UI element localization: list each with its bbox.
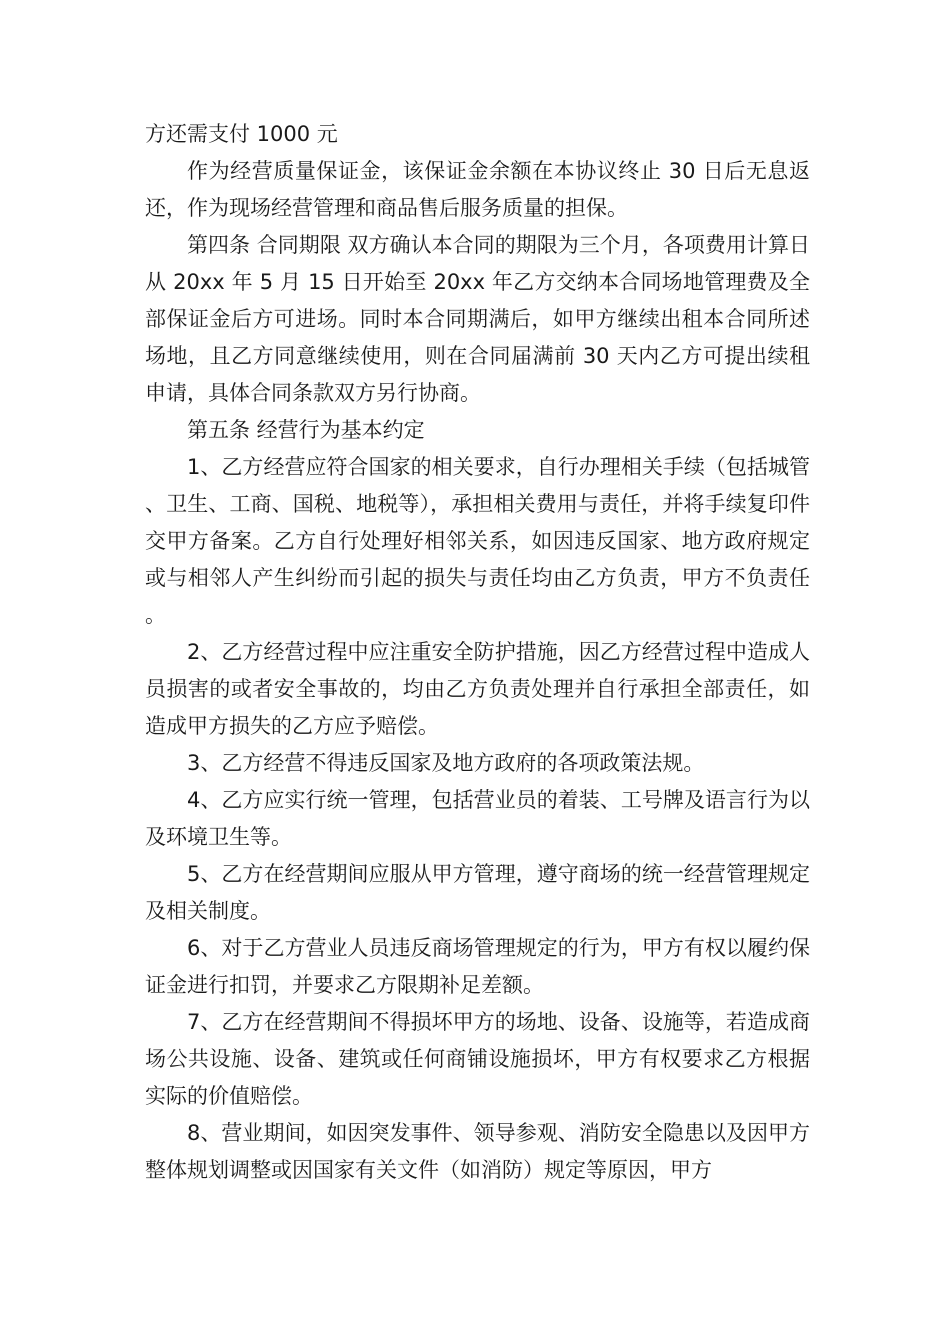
paragraph-continuation: 方还需支付 1000 元 bbox=[145, 122, 338, 146]
paragraph-item-2: 2、乙方经营过程中应注重安全防护措施，因乙方经营过程中造成人员损害的或者安全事故的，均由乙方负责处理并自行承担全部责任，如造成甲方损失的乙方应予赔偿。 bbox=[145, 640, 810, 738]
heading-article-5: 第五条 经营行为基本约定 bbox=[187, 418, 425, 442]
paragraph-article-4: 第四条 合同期限 双方确认本合同的期限为三个月，各项费用计算日从 20xx 年 5 月 15 日开始至 20xx 年乙方交纳本合同场地管理费及全部保证金后方可进场。同时本合同期满后，如甲方继续出租本合同所述场地，且乙方同意继续使用，则在合同届满前 30 天内乙方可提出续租申请，具体合同条款双方另行协商。 bbox=[145, 233, 810, 405]
paragraph-item-8: 8、营业期间，如因突发事件、领导参观、消防安全隐患以及因甲方整体规划调整或因国家有关文件（如消防）规定等原因，甲方 bbox=[145, 1121, 810, 1182]
paragraph-item-1: 1、乙方经营应符合国家的相关要求，自行办理相关手续（包括城管、卫生、工商、国税、地税等），承担相关费用与责任，并将手续复印件交甲方备案。乙方自行处理好相邻关系，如因违反国家、地方政府规定或与相邻人产生纠纷而引起的损失与责任均由乙方负责，甲方不负责任。 bbox=[145, 455, 810, 627]
paragraph-item-6: 6、对于乙方营业人员违反商场管理规定的行为，甲方有权以履约保证金进行扣罚，并要求乙方限期补足差额。 bbox=[145, 936, 810, 997]
paragraph-deposit: 作为经营质量保证金，该保证金余额在本协议终止 30 日后无息返还，作为现场经营管理和商品售后服务质量的担保。 bbox=[145, 159, 810, 220]
paragraph-item-4: 4、乙方应实行统一管理，包括营业员的着装、工号牌及语言行为以及环境卫生等。 bbox=[145, 788, 810, 849]
document-page bbox=[145, 116, 810, 1189]
paragraph-item-5: 5、乙方在经营期间应服从甲方管理，遵守商场的统一经营管理规定及相关制度。 bbox=[145, 862, 810, 923]
paragraph-item-7: 7、乙方在经营期间不得损坏甲方的场地、设备、设施等，若造成商场公共设施、设备、建筑或任何商铺设施损坏，甲方有权要求乙方根据实际的价值赔偿。 bbox=[145, 1010, 810, 1108]
paragraph-item-3: 3、乙方经营不得违反国家及地方政府的各项政策法规。 bbox=[187, 751, 705, 775]
